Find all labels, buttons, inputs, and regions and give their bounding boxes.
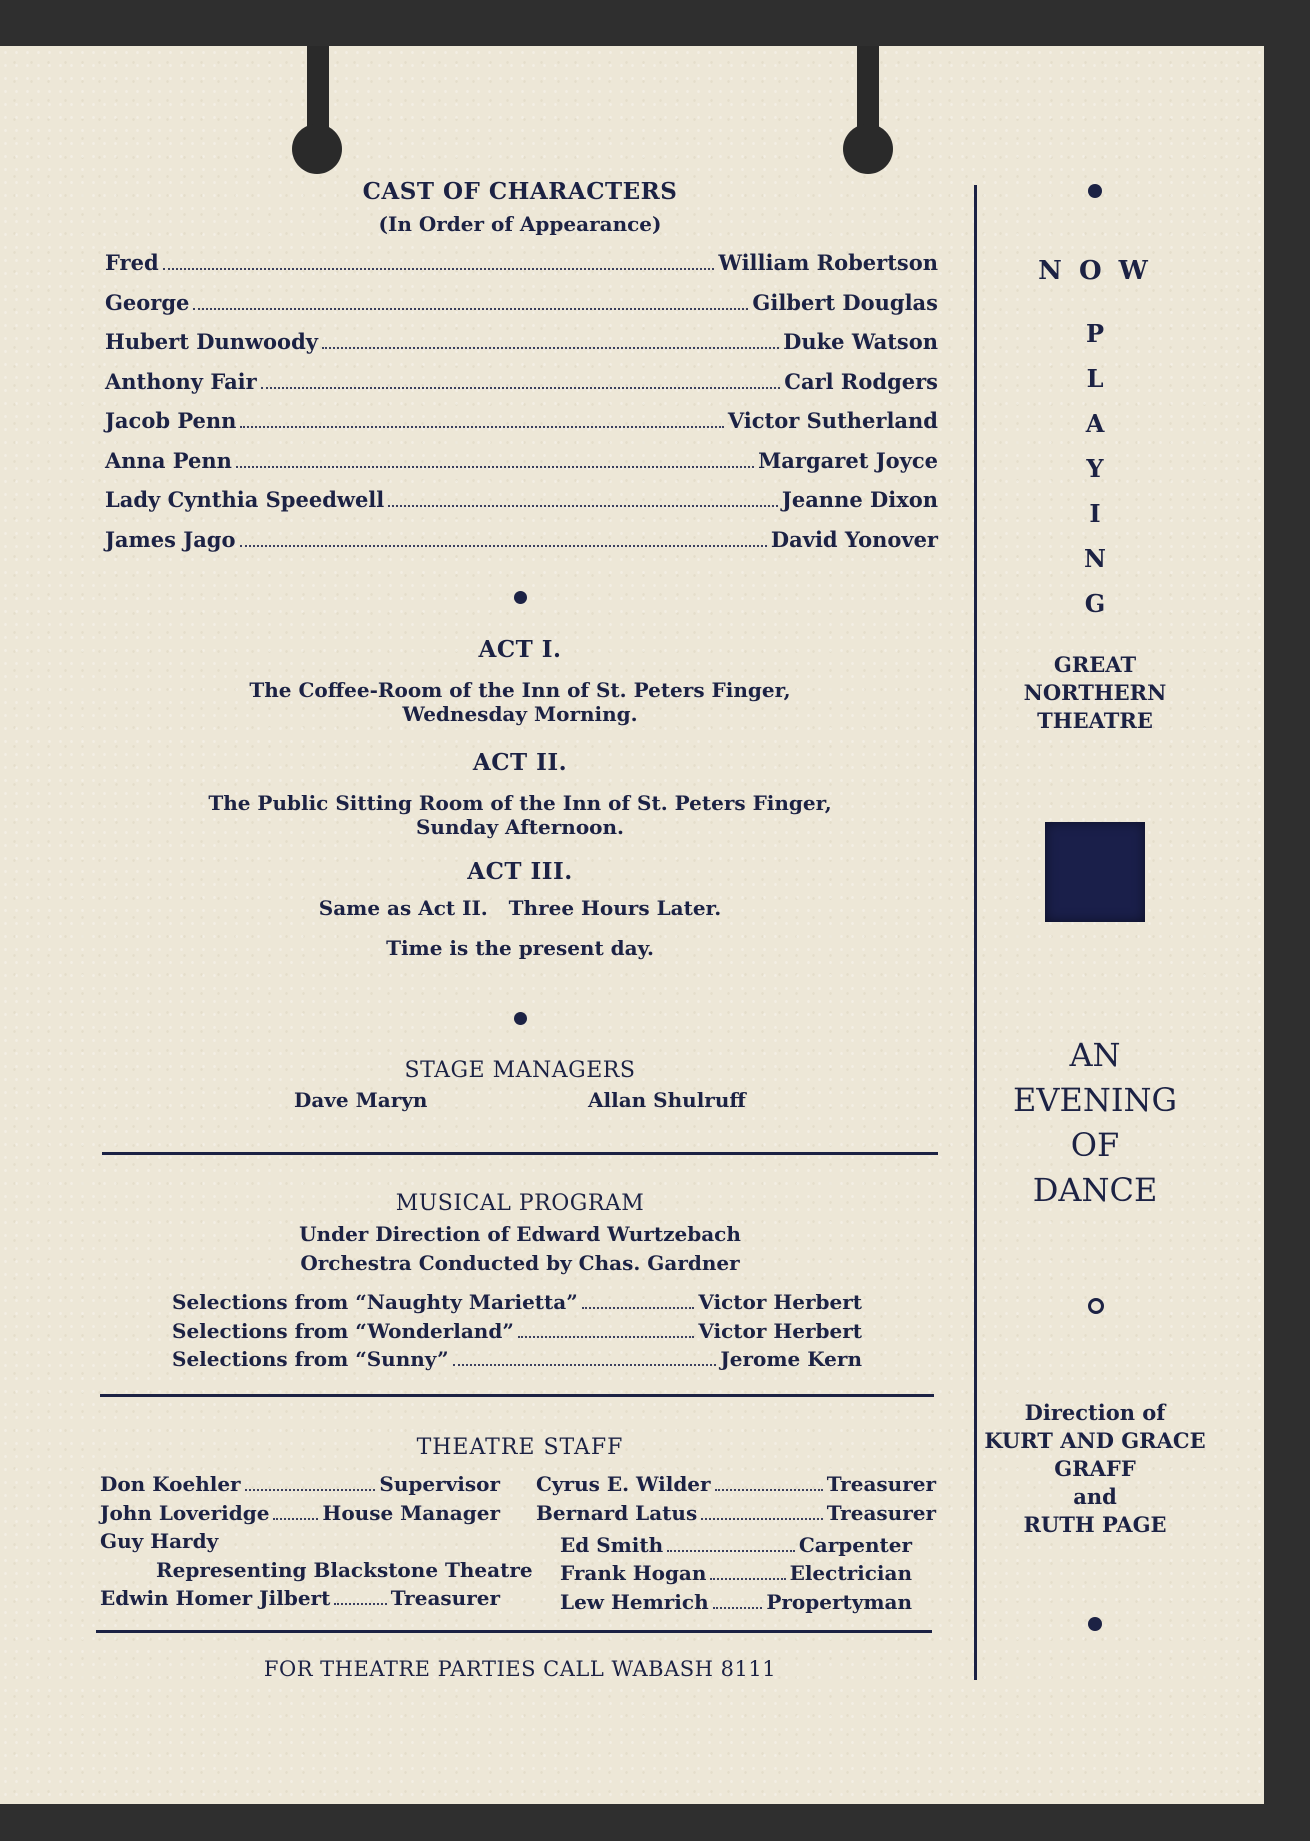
playing-letter: N: [1084, 544, 1106, 573]
sidebar-playing: [980, 311, 1210, 626]
music-selections: [172, 1290, 862, 1376]
staff-row: [100, 1501, 500, 1530]
staff-name: Don Koehler: [100, 1472, 241, 1496]
leader-dots: [453, 1364, 717, 1366]
staff-name: John Loveridge: [100, 1500, 270, 1525]
staff-role: Treasurer: [826, 1500, 936, 1525]
show-line: AN: [1069, 1036, 1121, 1074]
cast-row: [105, 369, 938, 409]
divider: [100, 1394, 934, 1397]
theatre-line: THEATRE: [1037, 708, 1153, 733]
ring-ornament: [1088, 1298, 1104, 1314]
playing-letter: P: [1085, 319, 1105, 348]
selection-piece: Selections from “Sunny”: [172, 1347, 449, 1371]
footer-note: FOR THEATRE PARTIES CALL WABASH 8111: [263, 1657, 777, 1681]
cast-actor: Jeanne Dixon: [781, 487, 938, 512]
cast-row: [105, 448, 938, 488]
act-setting: Same as Act II. Three Hours Later.: [318, 896, 722, 920]
show-line: DANCE: [1032, 1171, 1158, 1209]
staff-right-column: [536, 1472, 936, 1618]
playing-letter: I: [1089, 499, 1101, 528]
cast-list: [105, 250, 938, 566]
cast-role: Anthony Fair: [105, 368, 257, 394]
cast-row: [105, 250, 938, 290]
sidebar-now: N O W: [1038, 256, 1152, 286]
cast-actor: Gilbert Douglas: [752, 289, 938, 315]
cast-role: Hubert Dunwoody: [105, 329, 318, 354]
sidebar-theatre: [980, 651, 1210, 735]
act-title: ACT III.: [467, 858, 573, 885]
staff-row: [536, 1472, 936, 1501]
leader-dots: [667, 1550, 795, 1552]
staff-affiliation: Representing Blackstone Theatre: [156, 1557, 533, 1582]
cast-actor: Duke Watson: [783, 329, 938, 354]
stage-manager-name: Allan Shulruff: [588, 1088, 746, 1112]
act-title: ACT II.: [472, 749, 568, 776]
selection-row: [172, 1319, 862, 1348]
staff-role: Carpenter: [798, 1532, 912, 1557]
cast-role: Lady Cynthia Speedwell: [105, 487, 385, 512]
selection-composer: Jerome Kern: [720, 1347, 862, 1371]
leader-dots: [261, 387, 781, 389]
leader-dots: [710, 1578, 785, 1580]
binder-hole-right: [843, 124, 893, 174]
leader-dots: [701, 1518, 823, 1520]
cast-row: [105, 487, 938, 527]
leader-dots: [713, 1607, 763, 1609]
playing-letter: L: [1086, 364, 1104, 393]
staff-row: [536, 1561, 912, 1590]
act-setting: The Public Sitting Room of the Inn of St. Peters Finger,: [208, 791, 832, 815]
staff-name: Guy Hardy: [100, 1529, 219, 1553]
leader-dots: [240, 545, 767, 547]
staff-role: House Manager: [322, 1500, 500, 1525]
cast-actor: Carl Rodgers: [784, 368, 938, 394]
cast-role: George: [105, 289, 190, 315]
staff-role: Electrician: [789, 1561, 912, 1585]
selection-piece: Selections from “Naughty Marietta”: [172, 1290, 578, 1314]
leader-dots: [715, 1489, 823, 1491]
acts-section: [100, 636, 940, 960]
leader-dots: [582, 1307, 695, 1309]
cast-actor: Margaret Joyce: [758, 447, 938, 473]
staff-name: Ed Smith: [560, 1532, 664, 1557]
cast-title: CAST OF CHARACTERS: [362, 178, 678, 205]
cast-actor: Victor Sutherland: [727, 408, 938, 433]
staff-role: Propertyman: [766, 1589, 912, 1614]
selection-row: [172, 1347, 862, 1376]
direction-line: Direction of: [1024, 1400, 1166, 1425]
sidebar-direction: [980, 1399, 1210, 1539]
theatre-line: GREAT: [1053, 652, 1137, 677]
act-setting: The Coffee-Room of the Inn of St. Peters Finger,: [249, 678, 791, 702]
section-bullet: [100, 1012, 940, 1025]
leader-dots: [273, 1518, 318, 1520]
leader-dots: [240, 426, 723, 428]
leader-dots: [236, 466, 754, 468]
direction-line: KURT AND GRACE: [984, 1428, 1206, 1453]
stage-title: STAGE MANAGERS: [404, 1058, 636, 1083]
staff-role: Supervisor: [379, 1472, 500, 1496]
show-line: EVENING: [1012, 1081, 1178, 1119]
staff-role: Treasurer: [390, 1586, 500, 1610]
direction-line: RUTH PAGE: [1023, 1512, 1167, 1537]
staff-row: [536, 1533, 912, 1562]
staff-name: Lew Hemrich: [560, 1589, 709, 1614]
cast-role: Fred: [105, 250, 159, 275]
staff-row: [536, 1590, 912, 1619]
section-bullet: [100, 591, 940, 604]
divider: [102, 1152, 938, 1155]
playing-letter: A: [1085, 409, 1105, 438]
sidebar-bullet: [980, 1617, 1210, 1631]
staff-row: [100, 1557, 533, 1587]
leader-dots: [388, 505, 778, 507]
sidebar-show-title: [980, 1033, 1210, 1213]
selection-composer: Victor Herbert: [698, 1318, 862, 1343]
music-title: MUSICAL PROGRAM: [395, 1191, 645, 1216]
act-time: Sunday Afternoon.: [415, 815, 625, 839]
sidebar-bullet: [980, 184, 1210, 198]
music-conductor: Orchestra Conducted by Chas. Gardner: [300, 1251, 740, 1275]
playing-letter: Y: [1086, 454, 1104, 483]
staff-name: Frank Hogan: [560, 1561, 707, 1585]
staff-row: [100, 1529, 500, 1558]
cast-row: [105, 527, 938, 567]
selection-row: [172, 1290, 862, 1319]
cast-actor: William Robertson: [718, 250, 938, 275]
act-title: ACT I.: [478, 636, 562, 663]
cast-row: [105, 408, 938, 448]
direction-line: GRAFF: [1054, 1456, 1136, 1481]
theatre-line: NORTHERN: [1023, 680, 1167, 705]
show-line: OF: [1070, 1126, 1120, 1164]
column-divider: [974, 185, 977, 1680]
staff-row: [100, 1586, 500, 1615]
staff-role: Treasurer: [826, 1472, 936, 1496]
staff-name: Edwin Homer Jilbert: [100, 1586, 331, 1610]
staff-name: Bernard Latus: [536, 1500, 698, 1525]
selection-composer: Victor Herbert: [698, 1290, 862, 1314]
leader-dots: [322, 347, 779, 349]
act-note: Time is the present day.: [386, 936, 654, 960]
cast-role: James Jago: [105, 526, 236, 552]
cast-role: Anna Penn: [105, 447, 232, 473]
leader-dots: [245, 1489, 376, 1491]
staff-row: [100, 1472, 500, 1501]
leader-dots: [518, 1336, 695, 1338]
cast-actor: David Yonover: [770, 526, 938, 552]
leader-dots: [334, 1603, 386, 1605]
staff-left-column: [100, 1472, 533, 1615]
act-time: Wednesday Morning.: [402, 702, 638, 726]
selection-piece: Selections from “Wonderland”: [172, 1318, 514, 1343]
leader-dots: [193, 308, 748, 310]
leader-dots: [163, 268, 715, 270]
staff-name: Cyrus E. Wilder: [536, 1472, 711, 1496]
playing-letter: G: [1084, 589, 1106, 618]
cast-row: [105, 329, 938, 369]
binder-hole-left: [292, 124, 342, 174]
cast-subtitle: (In Order of Appearance): [378, 212, 662, 236]
cast-role: Jacob Penn: [105, 408, 237, 433]
dark-square-ornament: [1045, 822, 1145, 922]
cast-row: [105, 290, 938, 330]
divider: [96, 1630, 932, 1633]
staff-title: THEATRE STAFF: [416, 1435, 624, 1460]
stage-manager-name: Dave Maryn: [294, 1088, 428, 1112]
staff-row: [536, 1501, 936, 1533]
direction-line: and: [1073, 1484, 1117, 1509]
music-direction: Under Direction of Edward Wurtzebach: [299, 1222, 741, 1246]
